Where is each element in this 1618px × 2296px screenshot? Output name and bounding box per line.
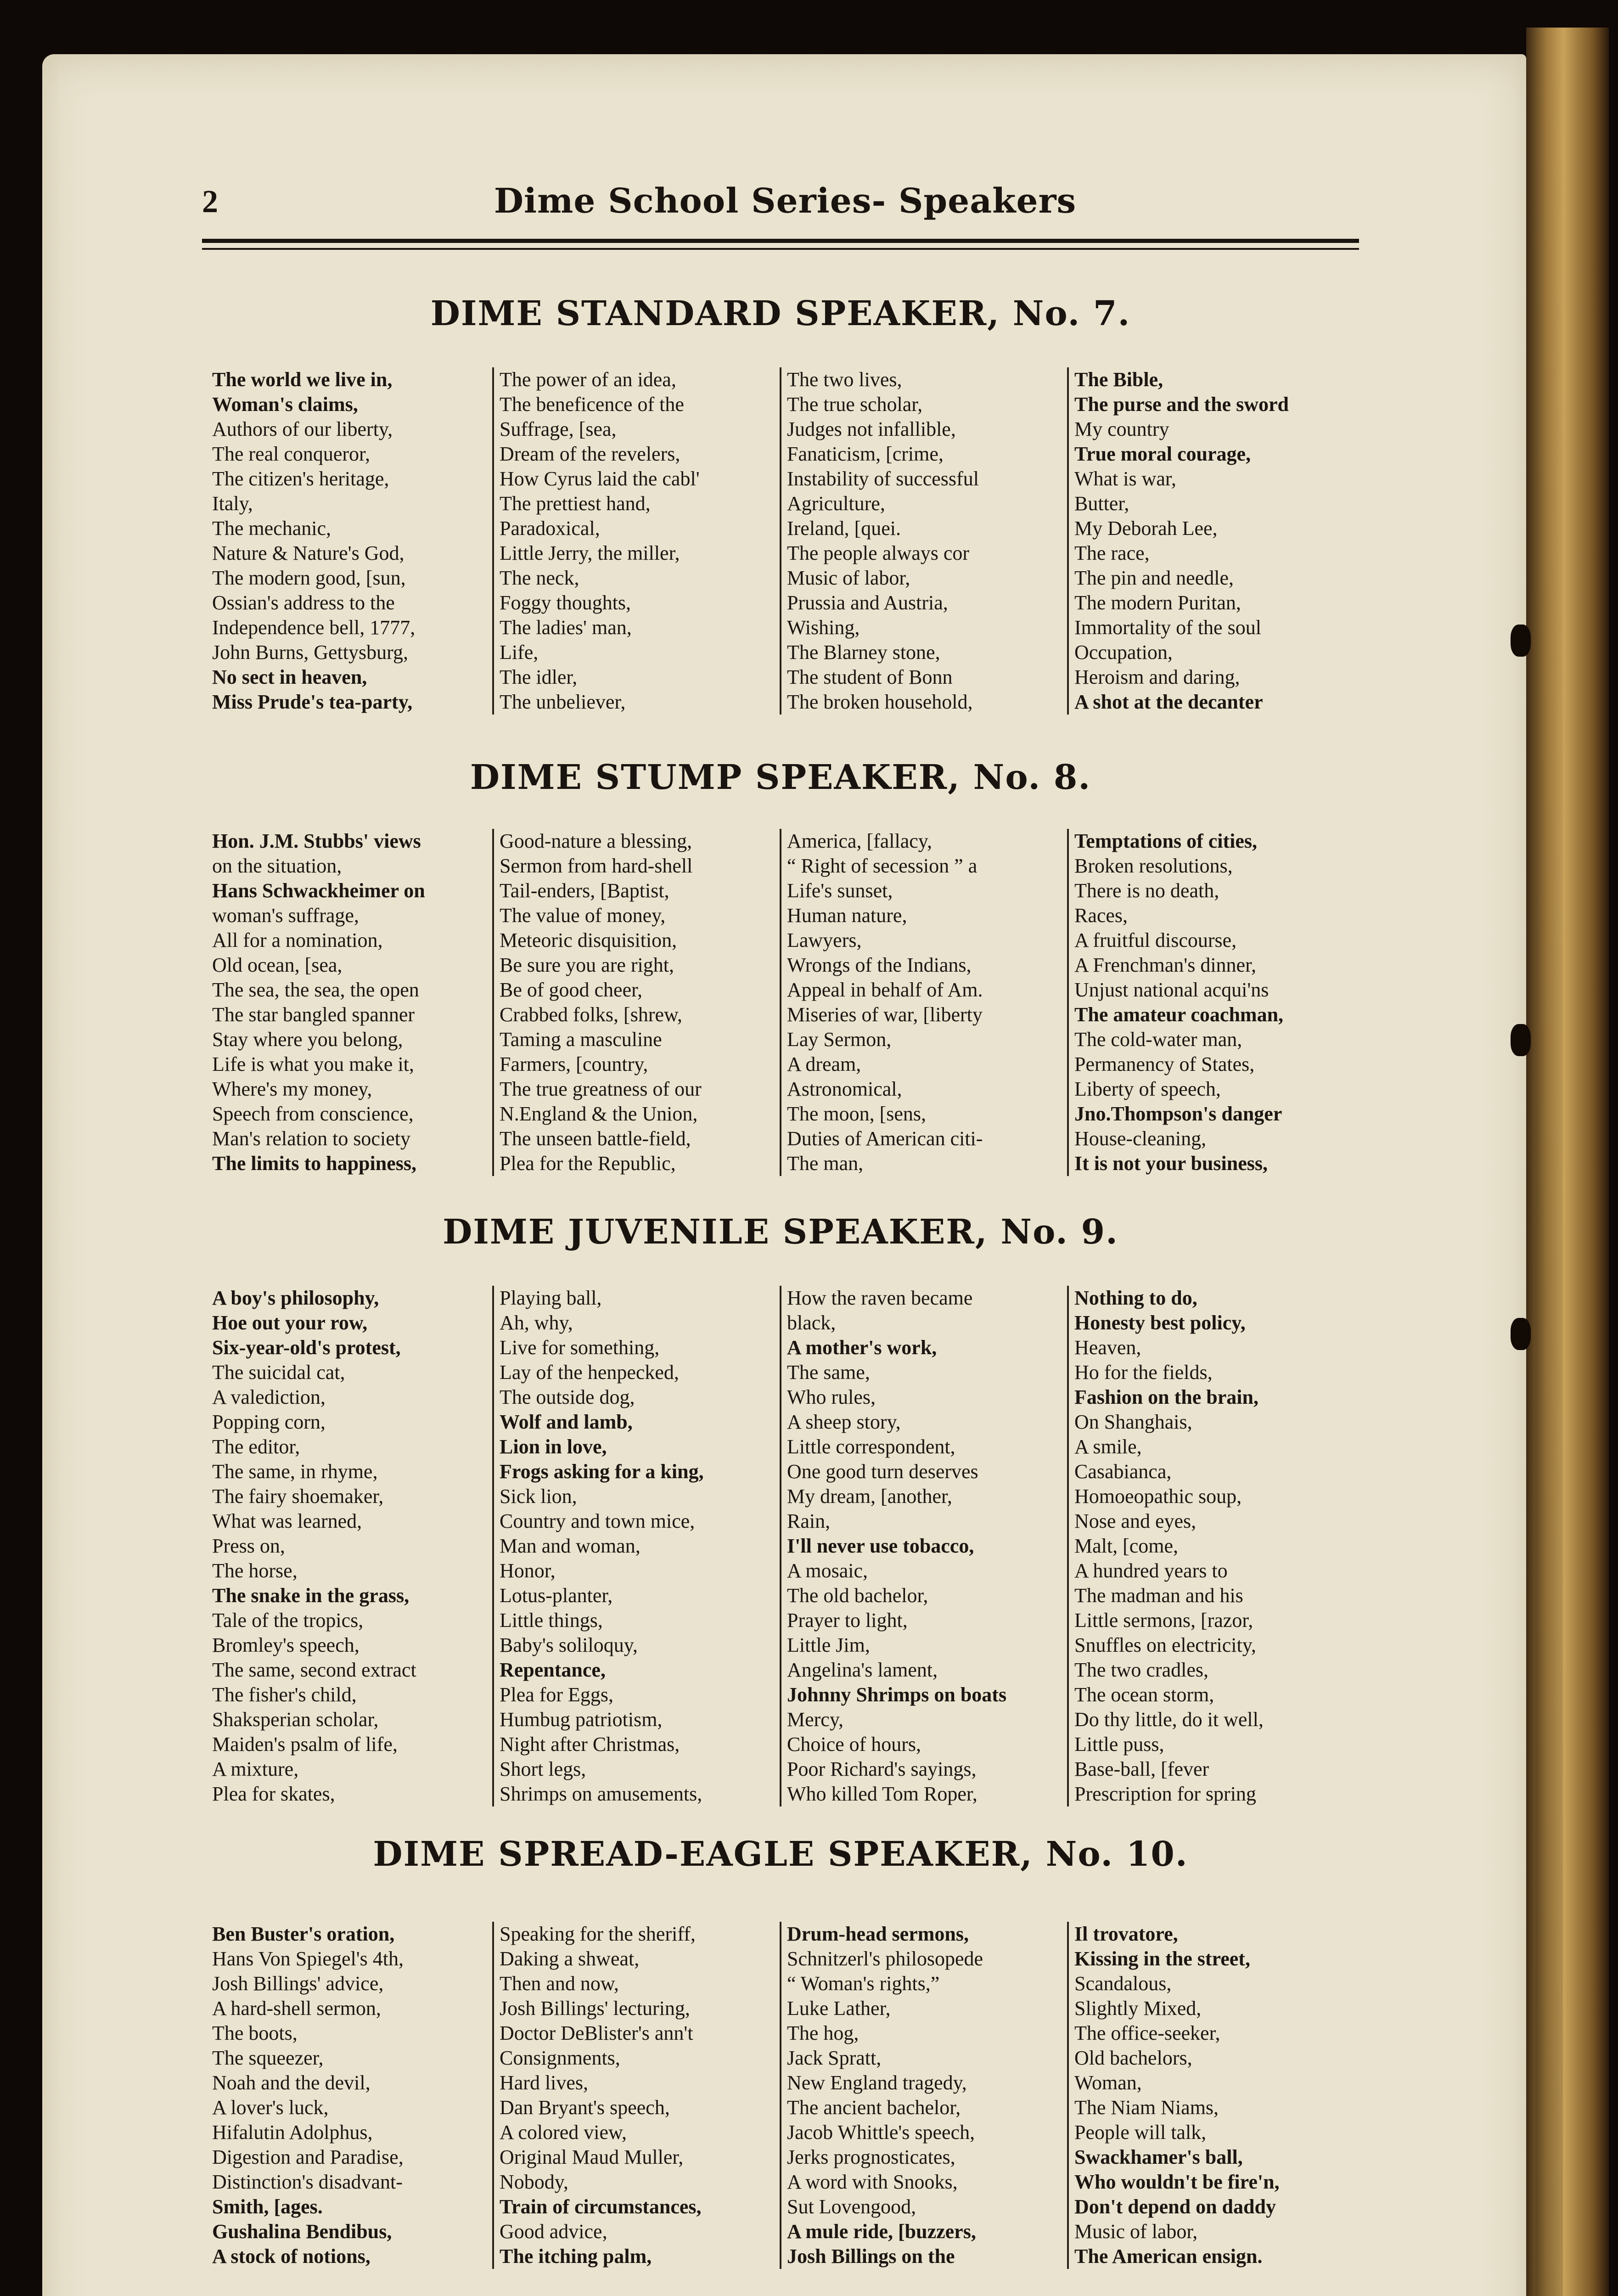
speech-title: The limits to happiness, <box>212 1152 416 1175</box>
speech-title: Angelina's lament, <box>787 1659 938 1681</box>
speech-title: Honesty best policy, <box>1074 1311 1246 1334</box>
speech-title: Schnitzerl's philosopede <box>787 1947 983 1970</box>
speech-title: Butter, <box>1074 492 1129 515</box>
speech-title: A word with Snooks, <box>787 2171 958 2193</box>
speech-title: Distinction's disadvant- <box>212 2171 403 2193</box>
speech-title: Do thy little, do it well, <box>1074 1708 1264 1731</box>
speech-title: The beneficence of the <box>500 393 684 416</box>
title-column <box>207 367 492 715</box>
speech-title: Liberty of speech, <box>1074 1078 1221 1100</box>
section-columns <box>207 1922 1354 2269</box>
speech-title: The Bible, <box>1074 368 1163 391</box>
speech-title: People will talk, <box>1074 2121 1207 2144</box>
speech-title: Broken resolutions, <box>1074 855 1233 877</box>
speech-title: Josh Billings' lecturing, <box>500 1997 690 2020</box>
speech-title: The pin and needle, <box>1074 567 1234 589</box>
speech-title: The old bachelor, <box>787 1584 928 1607</box>
speech-title: Wrongs of the Indians, <box>787 954 972 976</box>
running-head: Dime School Series- Speakers <box>494 181 1077 221</box>
speech-title: Stay where you belong, <box>212 1028 403 1051</box>
speech-title: Shrimps on amusements, <box>500 1783 702 1805</box>
speech-title: Jerks prognosticates, <box>787 2146 955 2168</box>
speech-title: Be of good cheer, <box>500 979 643 1001</box>
speech-title: Shaksperian scholar, <box>212 1708 379 1731</box>
speech-title: It is not your business, <box>1074 1152 1268 1175</box>
speech-title: Farmers, [country, <box>500 1053 648 1075</box>
speech-title: The unseen battle-field, <box>500 1127 691 1150</box>
speech-title: Hard lives, <box>500 2071 589 2094</box>
speech-title: Italy, <box>212 492 253 515</box>
speech-title: Ah, why, <box>500 1311 573 1334</box>
speech-title: The unbeliever, <box>500 691 626 713</box>
speech-title: Train of circumstances, <box>500 2195 702 2218</box>
speech-title: Crabbed folks, [shrew, <box>500 1003 682 1026</box>
speech-title: A hundred years to <box>1074 1559 1228 1582</box>
speech-title: The people always cor <box>787 542 970 564</box>
speech-title: Lawyers, <box>787 929 862 951</box>
speech-title: Doctor DeBlister's ann't <box>500 2022 693 2044</box>
speech-title: Repentance, <box>500 1659 606 1681</box>
speech-title: My country <box>1074 418 1169 440</box>
speech-title: Homoeopathic soup, <box>1074 1485 1242 1508</box>
speech-title: Miseries of war, [liberty <box>787 1003 983 1026</box>
title-column <box>780 829 1067 1176</box>
speech-title: The sea, the sea, the open <box>212 979 419 1001</box>
speech-title: Jacob Whittle's speech, <box>787 2121 975 2144</box>
title-column <box>492 367 780 715</box>
speech-title: The ladies' man, <box>500 616 632 639</box>
section-title: DIME STANDARD SPEAKER, No. 7. <box>430 294 1131 333</box>
speech-title: Hifalutin Adolphus, <box>212 2121 373 2144</box>
speech-title: Agriculture, <box>787 492 885 515</box>
speech-title: Gushalina Bendibus, <box>212 2220 392 2243</box>
speech-title: Taming a masculine <box>500 1028 662 1051</box>
speech-title: Six-year-old's protest, <box>212 1336 401 1359</box>
header-rule <box>202 239 1359 243</box>
speech-title: Music of labor, <box>787 567 910 589</box>
speech-title: A hard-shell sermon, <box>212 1997 381 2020</box>
speech-title: Casabianca, <box>1074 1460 1172 1483</box>
speech-title: True moral courage, <box>1074 443 1251 465</box>
speech-title: The student of Bonn <box>787 666 953 688</box>
speech-title: Who rules, <box>787 1386 876 1408</box>
header-rule-thin <box>202 248 1359 250</box>
speech-title: Old bachelors, <box>1074 2047 1192 2069</box>
speech-title: The madman and his <box>1074 1584 1243 1607</box>
speech-title: Fashion on the brain, <box>1074 1386 1258 1408</box>
speech-title: Don't depend on daddy <box>1074 2195 1276 2218</box>
speech-title: Hans Von Spiegel's 4th, <box>212 1947 404 1970</box>
title-column <box>1067 829 1354 1176</box>
speech-title: Digestion and Paradise, <box>212 2146 404 2168</box>
speech-title: Baby's soliloquy, <box>500 1634 638 1656</box>
speech-title: Permanency of States, <box>1074 1053 1255 1075</box>
speech-title: The race, <box>1074 542 1150 564</box>
speech-title: Paradoxical, <box>500 517 600 540</box>
speech-title: Lion in love, <box>500 1435 607 1458</box>
speech-title: A mule ride, [buzzers, <box>787 2220 976 2243</box>
speech-title: The moon, [sens, <box>787 1103 927 1125</box>
speech-title: The purse and the sword <box>1074 393 1289 416</box>
speech-title: Bromley's speech, <box>212 1634 360 1656</box>
speech-title: Good advice, <box>500 2220 607 2243</box>
speech-title: Foggy thoughts, <box>500 591 631 614</box>
speech-title: N.England & the Union, <box>500 1103 698 1125</box>
speech-title: Country and town mice, <box>500 1510 695 1532</box>
speech-title: The neck, <box>500 567 579 589</box>
speech-title: Hoe out your row, <box>212 1311 368 1334</box>
speech-title: The ocean storm, <box>1074 1683 1214 1706</box>
speech-title: Malt, [come, <box>1074 1535 1179 1557</box>
speech-title: Duties of American citi- <box>787 1127 983 1150</box>
speech-title: Mercy, <box>787 1708 843 1731</box>
speech-title: Nothing to do, <box>1074 1287 1197 1309</box>
speech-title: Jno.Thompson's danger <box>1074 1103 1282 1125</box>
speech-title: The true scholar, <box>787 393 923 416</box>
speech-title: House-cleaning, <box>1074 1127 1207 1150</box>
section-title: DIME SPREAD-EAGLE SPEAKER, No. 10. <box>373 1835 1188 1874</box>
speech-title: Daking a shweat, <box>500 1947 640 1970</box>
page-number: 2 <box>202 184 218 219</box>
speech-title: The hog, <box>787 2022 859 2044</box>
speech-title: A mosaic, <box>787 1559 868 1582</box>
speech-title: Tail-enders, [Baptist, <box>500 879 669 902</box>
speech-title: Little correspondent, <box>787 1435 955 1458</box>
speech-title: The amateur coachman, <box>1074 1003 1284 1026</box>
speech-title: The Niam Niams, <box>1074 2096 1219 2119</box>
speech-title: Ben Buster's oration, <box>212 1923 395 1945</box>
speech-title: Drum-head sermons, <box>787 1923 969 1945</box>
speech-title: The modern good, [sun, <box>212 567 406 589</box>
title-column <box>207 1286 492 1806</box>
speech-title: Miss Prude's tea-party, <box>212 691 413 713</box>
speech-title: The man, <box>787 1152 864 1175</box>
speech-title: Wishing, <box>787 616 860 639</box>
speech-title: The fairy shoemaker, <box>212 1485 384 1508</box>
speech-title: The same, second extract <box>212 1659 416 1681</box>
speech-title: A mixture, <box>212 1758 299 1780</box>
speech-title: Plea for Eggs, <box>500 1683 614 1706</box>
speech-title: Plea for the Republic, <box>500 1152 676 1175</box>
speech-title: A lover's luck, <box>212 2096 329 2119</box>
speech-title: I'll never use tobacco, <box>787 1535 974 1557</box>
speech-title: Playing ball, <box>500 1287 602 1309</box>
speech-title: Ho for the fields, <box>1074 1361 1213 1384</box>
section-columns <box>207 829 1354 1176</box>
speech-title: Who wouldn't be fire'n, <box>1074 2171 1280 2193</box>
speech-title: Astronomical, <box>787 1078 902 1100</box>
speech-title: Suffrage, [sea, <box>500 418 617 440</box>
speech-title: Lay of the henpecked, <box>500 1361 679 1384</box>
speech-title: Hon. J.M. Stubbs' views <box>212 830 421 852</box>
speech-title: Sut Lovengood, <box>787 2195 916 2218</box>
speech-title: Scandalous, <box>1074 1972 1172 1995</box>
speech-title: Little Jerry, the miller, <box>500 542 680 564</box>
speech-title: woman's suffrage, <box>212 904 359 927</box>
speech-title: A valediction, <box>212 1386 326 1408</box>
speech-title: A mother's work, <box>787 1336 937 1359</box>
book-spine <box>1526 28 1609 2296</box>
speech-title: Heroism and daring, <box>1074 666 1240 688</box>
speech-title: Poor Richard's sayings, <box>787 1758 977 1780</box>
speech-title: Nobody, <box>500 2171 568 2193</box>
speech-title: Races, <box>1074 904 1128 927</box>
speech-title: A dream, <box>787 1053 861 1075</box>
speech-title: black, <box>787 1311 836 1334</box>
speech-title: Life, <box>500 641 539 664</box>
speech-title: A fruitful discourse, <box>1074 929 1237 951</box>
speech-title: Maiden's psalm of life, <box>212 1733 398 1756</box>
title-column <box>492 829 780 1176</box>
speech-title: The squeezer, <box>212 2047 324 2069</box>
speech-title: Judges not infallible, <box>787 418 956 440</box>
speech-title: Luke Lather, <box>787 1997 891 2020</box>
speech-title: Frogs asking for a king, <box>500 1460 704 1483</box>
speech-title: Be sure you are right, <box>500 954 674 976</box>
speech-title: Music of labor, <box>1074 2220 1198 2243</box>
title-column <box>207 829 492 1176</box>
title-column <box>1067 1286 1354 1806</box>
speech-title: Plea for skates, <box>212 1783 335 1805</box>
speech-title: Good-nature a blessing, <box>500 830 692 852</box>
speech-title: Lay Sermon, <box>787 1028 892 1051</box>
speech-title: John Burns, Gettysburg, <box>212 641 408 664</box>
speech-title: A shot at the decanter <box>1074 691 1263 713</box>
speech-title: The horse, <box>212 1559 298 1582</box>
speech-title: Lotus-planter, <box>500 1584 613 1607</box>
speech-title: The modern Puritan, <box>1074 591 1241 614</box>
binding-hole <box>1511 625 1531 657</box>
speech-title: Nature & Nature's God, <box>212 542 404 564</box>
speech-title: Honor, <box>500 1559 556 1582</box>
speech-title: Nose and eyes, <box>1074 1510 1197 1532</box>
speech-title: My Deborah Lee, <box>1074 517 1218 540</box>
speech-title: Little puss, <box>1074 1733 1164 1756</box>
speech-title: Humbug patriotism, <box>500 1708 663 1731</box>
speech-title: Who killed Tom Roper, <box>787 1783 978 1805</box>
speech-title: A smile, <box>1074 1435 1142 1458</box>
speech-title: Prayer to light, <box>787 1609 908 1632</box>
speech-title: Choice of hours, <box>787 1733 921 1756</box>
speech-title: Kissing in the street, <box>1074 1947 1250 1970</box>
speech-title: Life's sunset, <box>787 879 893 902</box>
speech-title: Johnny Shrimps on boats <box>787 1683 1007 1706</box>
speech-title: No sect in heaven, <box>212 666 367 688</box>
speech-title: A colored view, <box>500 2121 627 2144</box>
speech-title: The editor, <box>212 1435 300 1458</box>
speech-title: Popping corn, <box>212 1411 326 1433</box>
speech-title: Josh Billings on the <box>787 2245 955 2268</box>
speech-title: Appeal in behalf of Am. <box>787 979 983 1001</box>
speech-title: The fisher's child, <box>212 1683 357 1706</box>
speech-title: Ossian's address to the <box>212 591 395 614</box>
speech-title: “ Right of secession ” a <box>787 855 978 877</box>
speech-title: Dan Bryant's speech, <box>500 2096 670 2119</box>
speech-title: The value of money, <box>500 904 666 927</box>
speech-title: The power of an idea, <box>500 368 676 391</box>
speech-title: My dream, [another, <box>787 1485 952 1508</box>
speech-title: Little Jim, <box>787 1634 870 1656</box>
speech-title: Speech from conscience, <box>212 1103 414 1125</box>
speech-title: The American ensign. <box>1074 2245 1263 2268</box>
section-title: DIME JUVENILE SPEAKER, No. 9. <box>443 1212 1118 1252</box>
speech-title: Authors of our liberty, <box>212 418 393 440</box>
binding-hole <box>1511 1318 1531 1350</box>
speech-title: A sheep story, <box>787 1411 901 1433</box>
speech-title: The snake in the grass, <box>212 1584 410 1607</box>
title-column <box>780 367 1067 715</box>
speech-title: What is war, <box>1074 467 1176 490</box>
speech-title: Swackhamer's ball, <box>1074 2146 1243 2168</box>
speech-title: Temptations of cities, <box>1074 830 1258 852</box>
speech-title: Smith, [ages. <box>212 2195 323 2218</box>
speech-title: Press on, <box>212 1535 285 1557</box>
speech-title: Wolf and lamb, <box>500 1411 633 1433</box>
speech-title: There is no death, <box>1074 879 1219 902</box>
title-column <box>492 1286 780 1806</box>
speech-title: The two lives, <box>787 368 902 391</box>
speech-title: The boots, <box>212 2022 298 2044</box>
title-column <box>1067 367 1354 715</box>
speech-title: Hans Schwackheimer on <box>212 879 425 902</box>
title-column <box>207 1922 492 2269</box>
speech-title: America, [fallacy, <box>787 830 932 852</box>
speech-title: How the raven became <box>787 1287 973 1309</box>
speech-title: The ancient bachelor, <box>787 2096 961 2119</box>
speech-title: The Blarney stone, <box>787 641 940 664</box>
speech-title: The true greatness of our <box>500 1078 702 1100</box>
speech-title: “ Woman's rights,” <box>787 1972 940 1995</box>
speech-title: The prettiest hand, <box>500 492 651 515</box>
speech-title: Life is what you make it, <box>212 1053 414 1075</box>
speech-title: Original Maud Muller, <box>500 2146 684 2168</box>
speech-title: The same, in rhyme, <box>212 1460 378 1483</box>
title-column <box>1067 1922 1354 2269</box>
section-title: DIME STUMP SPEAKER, No. 8. <box>470 758 1091 797</box>
speech-title: Man and woman, <box>500 1535 640 1557</box>
speech-title: on the situation, <box>212 855 342 877</box>
speech-title: Prussia and Austria, <box>787 591 948 614</box>
speech-title: Old ocean, [sea, <box>212 954 343 976</box>
speech-title: The cold-water man, <box>1074 1028 1242 1051</box>
speech-title: Little things, <box>500 1609 603 1632</box>
speech-title: How Cyrus laid the cabl' <box>500 467 700 490</box>
title-column <box>780 1286 1067 1806</box>
speech-title: The suicidal cat, <box>212 1361 345 1384</box>
speech-title: Then and now, <box>500 1972 619 1995</box>
speech-title: All for a nomination, <box>212 929 383 951</box>
speech-title: Woman's claims, <box>212 393 358 416</box>
speech-title: Rain, <box>787 1510 831 1532</box>
speech-title: New England tragedy, <box>787 2071 967 2094</box>
speech-title: Fanaticism, [crime, <box>787 443 944 465</box>
speech-title: The citizen's heritage, <box>212 467 389 490</box>
speech-title: Sermon from hard-shell <box>500 855 693 877</box>
speech-title: Instability of successful <box>787 467 979 490</box>
speech-title: What was learned, <box>212 1510 362 1532</box>
speech-title: Il trovatore, <box>1074 1923 1178 1945</box>
speech-title: Ireland, [quei. <box>787 517 901 540</box>
speech-title: Heaven, <box>1074 1336 1141 1359</box>
speech-title: The real conqueror, <box>212 443 370 465</box>
speech-title: Occupation, <box>1074 641 1173 664</box>
speech-title: Prescription for spring <box>1074 1783 1256 1805</box>
speech-title: Base-ball, [fever <box>1074 1758 1209 1780</box>
speech-title: The star bangled spanner <box>212 1003 415 1026</box>
speech-title: Meteoric disquisition, <box>500 929 677 951</box>
binding-hole <box>1511 1024 1531 1056</box>
speech-title: A stock of notions, <box>212 2245 371 2268</box>
speech-title: A Frenchman's dinner, <box>1074 954 1256 976</box>
speech-title: The broken household, <box>787 691 973 713</box>
section-columns <box>207 1286 1354 1806</box>
speech-title: Where's my money, <box>212 1078 372 1100</box>
speech-title: The two cradles, <box>1074 1659 1208 1681</box>
speech-title: Dream of the revelers, <box>500 443 680 465</box>
speech-title: Sick lion, <box>500 1485 577 1508</box>
speech-title: Josh Billings' advice, <box>212 1972 384 1995</box>
speech-title: Noah and the devil, <box>212 2071 371 2094</box>
speech-title: The world we live in, <box>212 368 393 391</box>
speech-title: Snuffles on electricity, <box>1074 1634 1256 1656</box>
speech-title: One good turn deserves <box>787 1460 978 1483</box>
speech-title: Unjust national acqui'ns <box>1074 979 1269 1001</box>
speech-title: Tale of the tropics, <box>212 1609 364 1632</box>
speech-title: Man's relation to society <box>212 1127 410 1150</box>
title-column <box>492 1922 780 2269</box>
speech-title: Speaking for the sheriff, <box>500 1923 696 1945</box>
speech-title: A boy's philosophy, <box>212 1287 379 1309</box>
speech-title: The outside dog, <box>500 1386 635 1408</box>
speech-title: The office-seeker, <box>1074 2022 1220 2044</box>
speech-title: Live for something, <box>500 1336 660 1359</box>
title-column <box>780 1922 1067 2269</box>
speech-title: The itching palm, <box>500 2245 652 2268</box>
speech-title: Human nature, <box>787 904 907 927</box>
speech-title: Consignments, <box>500 2047 620 2069</box>
speech-title: On Shanghais, <box>1074 1411 1192 1433</box>
speech-title: Night after Christmas, <box>500 1733 680 1756</box>
speech-title: Jack Spratt, <box>787 2047 882 2069</box>
section-columns <box>207 367 1354 715</box>
speech-title: Short legs, <box>500 1758 586 1780</box>
speech-title: Woman, <box>1074 2071 1142 2094</box>
speech-title: The idler, <box>500 666 578 688</box>
speech-title: The same, <box>787 1361 870 1384</box>
speech-title: Little sermons, [razor, <box>1074 1609 1253 1632</box>
speech-title: Independence bell, 1777, <box>212 616 416 639</box>
speech-title: The mechanic, <box>212 517 331 540</box>
speech-title: Immortality of the soul <box>1074 616 1261 639</box>
speech-title: Slightly Mixed, <box>1074 1997 1202 2020</box>
